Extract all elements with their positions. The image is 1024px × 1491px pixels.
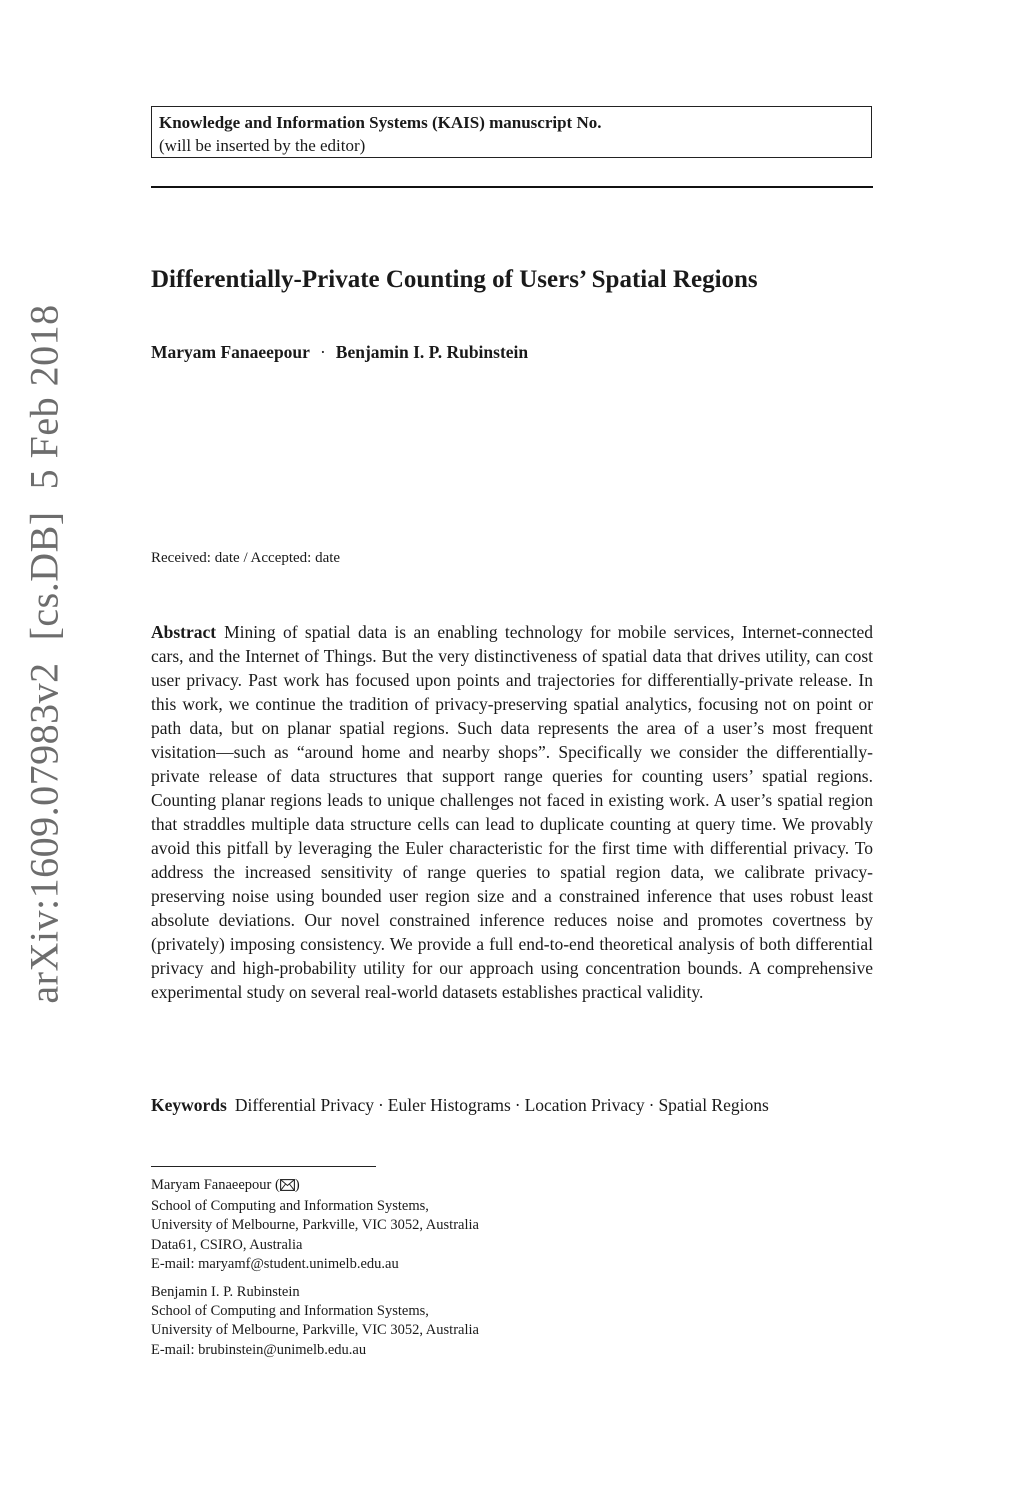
- affiliation-line: University of Melbourne, Parkville, VIC 3052, Australia: [151, 1322, 479, 1339]
- keyword: Euler Histograms: [387, 1095, 511, 1115]
- affiliation-line: School of Computing and Information Systems,: [151, 1303, 429, 1320]
- keyword: Differential Privacy: [234, 1095, 374, 1115]
- affiliation-block: [151, 1176, 479, 1274]
- abstract-label: Abstract: [151, 622, 217, 642]
- affiliation-line: University of Melbourne, Parkville, VIC 3052, Australia: [151, 1217, 479, 1234]
- envelope-icon: [280, 1178, 295, 1197]
- keyword-separator: ·: [648, 1095, 655, 1115]
- affiliation-email: E-mail: maryamf@student.unimelb.edu.au: [151, 1255, 399, 1272]
- paper-title: Differentially-Private Counting of Users’ Spatial Regions: [151, 266, 758, 293]
- abstract: [151, 620, 873, 1004]
- affiliation-author-line: [151, 1176, 479, 1197]
- arxiv-category: [cs.DB]: [21, 511, 67, 641]
- keyword-separator: ·: [377, 1095, 384, 1115]
- journal-header-box: [151, 106, 872, 158]
- arxiv-id: arXiv:1609.07983v2: [21, 662, 67, 1004]
- affiliation-author: Maryam Fanaeepour (: [151, 1177, 280, 1193]
- arxiv-stamp: [21, 282, 68, 1003]
- received-accepted-line: Received: date / Accepted: date: [151, 550, 341, 566]
- affiliation-email: E-mail: brubinstein@unimelb.edu.au: [151, 1341, 367, 1358]
- abstract-text: Mining of spatial data is an enabling technology for mobile services, Internet-connected cars, and the Internet of Things. But the very distinctiveness of spatial data that drives utility, can cost user privacy. Past work has focused upon points and trajectories for differentially-private release. In this work, we continue the tradition of privacy-preserving spatial analytics, focusing not on point or path data, but on planar spatial regions. Such data represents the area of a user’s most frequent visitation—such as “around home and nearby shops”. Specifically we consider the differentially-private release of data structures that support range queries for counting users’ spatial regions. Counting planar regions leads to unique challenges not faced in existing work. A user’s spatial region that straddles multiple data structure cells can lead to duplicate counting at query time. We provably avoid this pitfall by leveraging the Euler characteristic for the first time with differential privacy. To address the increased sensitivity of range queries to spatial region data, we calibrate privacy-preserving noise using bounded user region size and a constrained inference that uses robust least absolute deviations. Our novel constrained inference reduces noise and promotes covertness by (privately) imposing consistency. We provide a full end-to-end theoretical analysis of both differential privacy and high-probability utility for our approach using concentration bounds. A comprehensive experimental study on several real-world datasets establishes practical validity.: [151, 622, 873, 1002]
- header-rule: [151, 186, 873, 188]
- keyword: Spatial Regions: [658, 1095, 769, 1115]
- keyword-separator: ·: [514, 1095, 521, 1115]
- editor-note: (will be inserted by the editor): [159, 136, 366, 155]
- keyword: Location Privacy: [524, 1095, 645, 1115]
- affiliation-author-close: ): [294, 1177, 300, 1193]
- affiliation-author: Benjamin I. P. Rubinstein: [151, 1284, 300, 1300]
- author-list: [151, 341, 528, 363]
- affiliation-block: [151, 1283, 479, 1360]
- affiliation-line: Data61, CSIRO, Australia: [151, 1236, 303, 1253]
- journal-name: Knowledge and Information Systems (KAIS) manuscript No.: [159, 113, 602, 132]
- footnote-rule: [151, 1166, 376, 1167]
- author-name: Benjamin I. P. Rubinstein: [335, 342, 529, 362]
- author-name: Maryam Fanaeepour: [151, 342, 310, 362]
- keywords-label: Keywords: [151, 1095, 227, 1115]
- arxiv-date: 5 Feb 2018: [21, 304, 67, 490]
- author-separator: ·: [319, 342, 326, 362]
- keywords: [151, 1093, 769, 1117]
- affiliation-line: School of Computing and Information Systems,: [151, 1198, 429, 1215]
